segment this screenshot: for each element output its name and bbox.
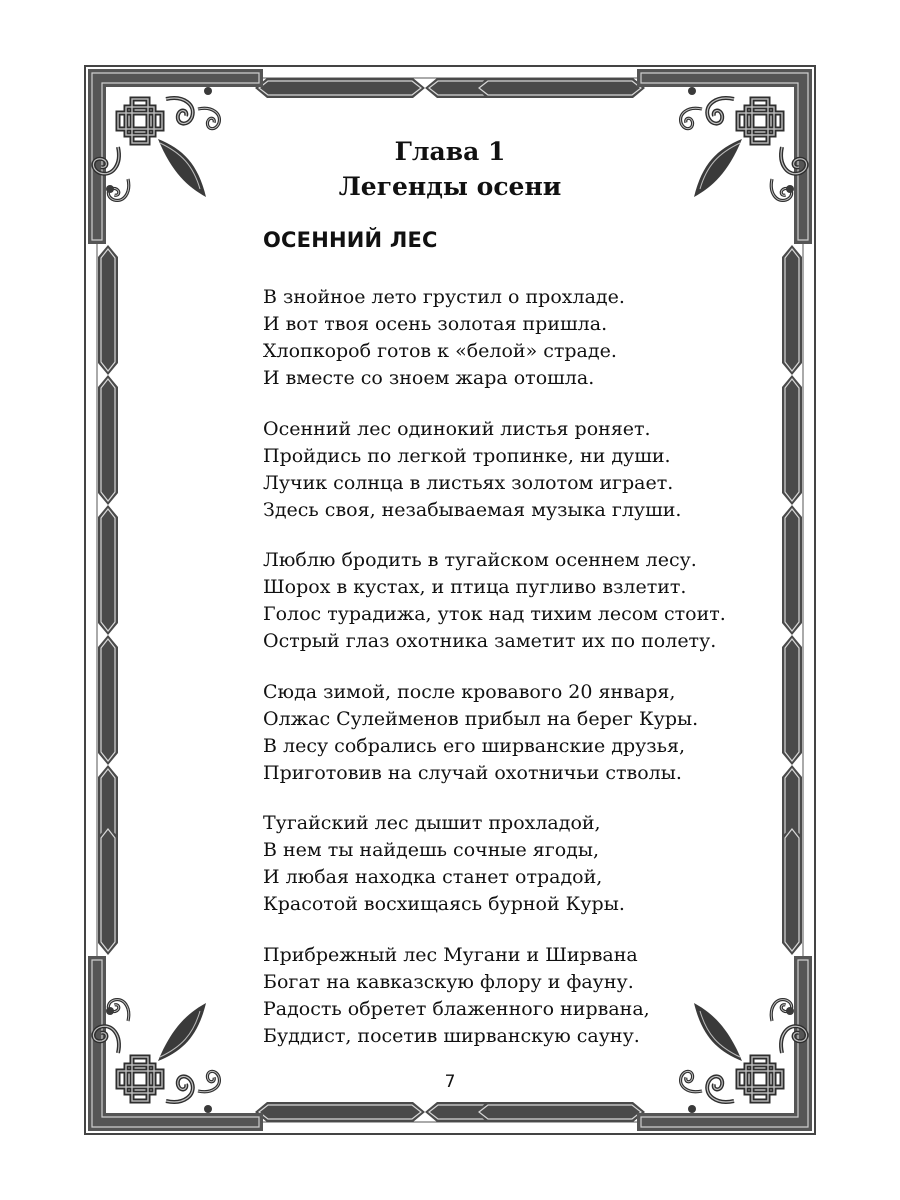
poem-line: Сюда зимой, после кровавого 20 января, <box>263 680 676 703</box>
poem-line: Богат на кавказскую флору и фауну. <box>263 970 634 993</box>
poem-line: И вот твоя осень золотая пришла. <box>263 313 608 335</box>
poem-line: В нем ты найдешь сочные ягоды, <box>263 839 599 861</box>
poem-line: Радость обретет блаженного нирвана, <box>263 997 650 1020</box>
stanza <box>263 416 783 524</box>
chapter-number: Глава 1 <box>394 137 506 166</box>
page-number: 7 <box>444 1072 456 1092</box>
poem-line: Олжас Сулейменов прибыл на берег Куры. <box>263 707 699 730</box>
chapter-heading <box>0 134 900 204</box>
poem-line: И вместе со зноем жара отошла. <box>263 367 595 389</box>
poem-line: Буддист, посетив ширванскую сауну. <box>263 1024 640 1047</box>
poem-line: И любая находка станет отрадой, <box>263 866 603 888</box>
stanza <box>263 284 783 392</box>
bottom-border <box>255 1102 645 1122</box>
poem-line: Хлопкороб готов к «белой» страде. <box>263 340 617 362</box>
poem-line: Осенний лес одинокий листья роняет. <box>263 417 651 440</box>
poem-line: Красотой восхищаясь бурной Куры. <box>263 893 625 915</box>
stanza <box>263 679 783 787</box>
poem-line: Лучик солнца в листьях золотом играет. <box>263 471 674 494</box>
poem-line: Люблю бродить в тугайском осеннем лесу. <box>263 549 697 571</box>
poem-line: Острый глаз охотника заметит их по полету. <box>263 630 717 652</box>
left-border <box>98 245 118 955</box>
top-border <box>255 78 645 98</box>
stanza <box>263 547 783 655</box>
right-border <box>782 245 802 955</box>
stanza <box>263 942 783 1050</box>
poem-title: ОСЕННИЙ ЛЕС <box>263 228 438 252</box>
corner-ornament-bottom-left <box>88 956 263 1131</box>
chapter-title: Легенды осени <box>338 172 562 201</box>
poem-line: В знойное лето грустил о прохладе. <box>263 286 625 308</box>
poem-line: В лесу собрались его ширванские друзья, <box>263 734 686 757</box>
poem-line: Прибрежный лес Мугани и Ширвана <box>263 943 638 966</box>
poem-line: Пройдись по легкой тропинке, ни души. <box>263 444 671 467</box>
poem-line: Тугайский лес дышит прохладой, <box>263 812 601 834</box>
poem-line: Здесь своя, незабываемая музыка глуши. <box>263 498 682 521</box>
poem-line: Шорох в кустах, и птица пугливо взлетит. <box>263 576 687 598</box>
poem-line: Голос турадижа, уток над тихим лесом стоит. <box>263 603 726 625</box>
poem-body <box>263 284 783 1073</box>
poem-line: Приготовив на случай охотничьи стволы. <box>263 761 682 784</box>
stanza <box>263 810 783 918</box>
